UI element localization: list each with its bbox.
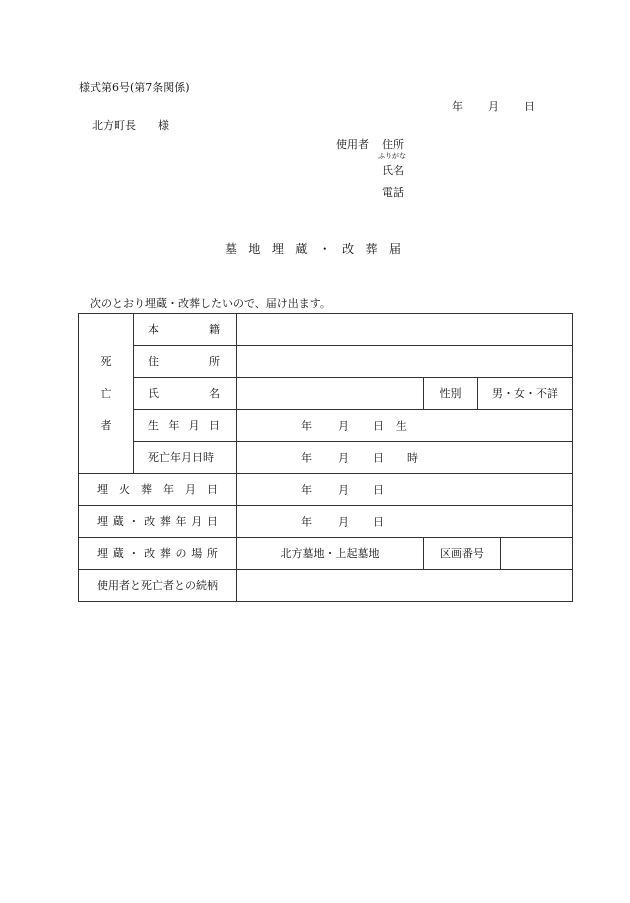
cremation-date-label: 埋 火 葬 年 月 日 bbox=[79, 474, 237, 506]
cremation-date-field[interactable]: 年 月 日 bbox=[237, 474, 573, 506]
birth-date-field[interactable]: 年 月 日 生 bbox=[237, 410, 573, 442]
relationship-label: 使用者と死亡者との続柄 bbox=[79, 570, 237, 602]
table-row-name bbox=[79, 378, 573, 410]
table-row-cremation-date bbox=[79, 474, 573, 506]
applicant-furigana-label: ふりがな bbox=[378, 152, 406, 160]
date-year-label: 年 bbox=[452, 100, 463, 113]
table-row-burial-date bbox=[79, 506, 573, 538]
sex-label: 性別 bbox=[424, 378, 478, 410]
applicant-address-label: 住所 bbox=[382, 138, 404, 151]
birth-date-label: 生 年 月 日 bbox=[134, 410, 237, 442]
form-title: 墓 地 埋 蔵 ・ 改 葬 届 bbox=[225, 242, 401, 256]
burial-date-field[interactable]: 年 月 日 bbox=[237, 506, 573, 538]
relationship-field[interactable] bbox=[237, 570, 573, 602]
table-row-relationship bbox=[79, 570, 573, 602]
burial-place-label: 埋 蔵 ・ 改 葬 の 場 所 bbox=[79, 538, 237, 570]
cemetery-options[interactable]: 北方墓地・上起墓地 bbox=[237, 538, 424, 570]
death-datetime-field[interactable]: 年 月 日 時 bbox=[237, 442, 573, 474]
table-row-address bbox=[79, 346, 573, 378]
table-row-honseki bbox=[79, 314, 573, 346]
applicant-phone-label: 電話 bbox=[382, 186, 404, 199]
burial-form-table bbox=[78, 313, 573, 602]
name-label: 氏 名 bbox=[134, 378, 237, 410]
form-number: 様式第6号(第7条関係) bbox=[79, 81, 190, 94]
plot-number-field[interactable] bbox=[501, 538, 573, 570]
address-field[interactable] bbox=[237, 346, 573, 378]
applicant-name-label: 氏名 bbox=[382, 164, 404, 177]
honseki-field[interactable] bbox=[237, 314, 573, 346]
burial-date-label: 埋 蔵 ・ 改 葬 年 月 日 bbox=[79, 506, 237, 538]
applicant-label: 使用者 bbox=[336, 138, 369, 151]
date-month-label: 月 bbox=[488, 100, 499, 113]
plot-number-label: 区画番号 bbox=[424, 538, 501, 570]
name-field[interactable] bbox=[237, 378, 424, 410]
intro-text: 次のとおり埋蔵・改葬したいので、届け出ます。 bbox=[90, 297, 331, 310]
death-datetime-label: 死亡年月日時 bbox=[134, 442, 237, 474]
deceased-group-label: 死 亡 者 bbox=[79, 314, 134, 474]
table-row-birth-date bbox=[79, 410, 573, 442]
table-row-death-datetime bbox=[79, 442, 573, 474]
table-row-burial-place bbox=[79, 538, 573, 570]
date-day-label: 日 bbox=[524, 100, 535, 113]
addressee: 北方町長 様 bbox=[92, 119, 169, 132]
address-label: 住 所 bbox=[134, 346, 237, 378]
honseki-label: 本 籍 bbox=[134, 314, 237, 346]
sex-options[interactable]: 男・女・不詳 bbox=[478, 378, 573, 410]
